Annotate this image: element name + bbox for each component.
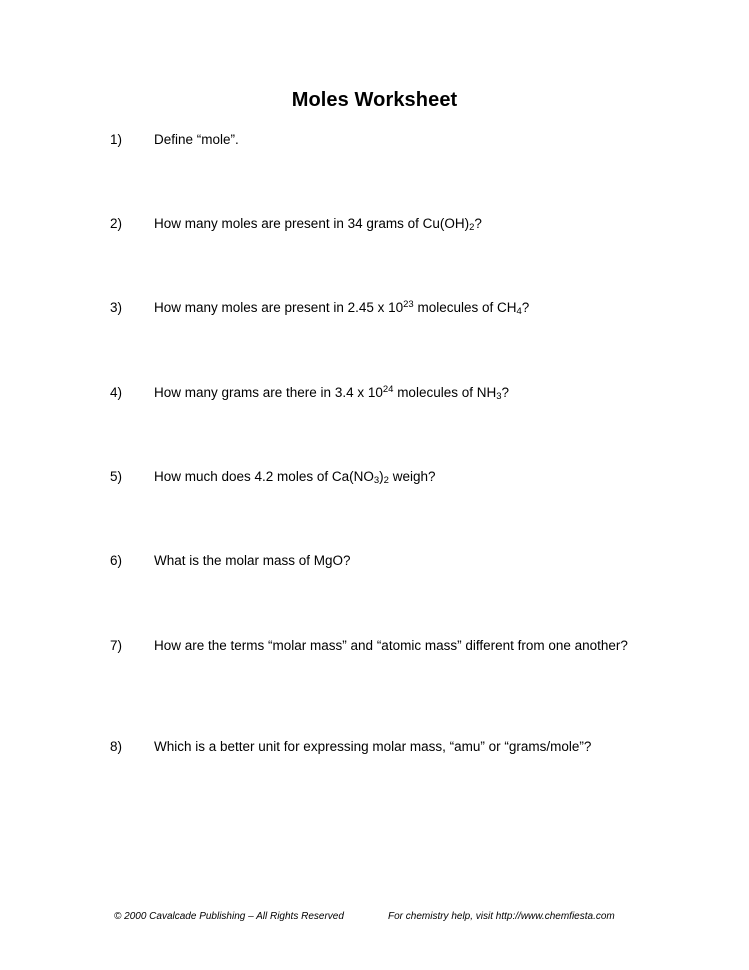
subscript: 2 xyxy=(383,475,389,486)
copyright-notice: © 2000 Cavalcade Publishing – All Rights Reserved xyxy=(114,911,344,922)
question-text: How many moles are present in 2.45 x $10^{23}$ molecules of $CH_4$? xyxy=(154,299,530,317)
superscript: 24 xyxy=(382,384,394,395)
subscript: 3 xyxy=(373,475,380,486)
question-number: 5) xyxy=(110,469,123,484)
superscript: 23 xyxy=(403,299,414,310)
question-text: Which is a better unit for expressing molar mass, “amu” or “grams/mole”? xyxy=(154,739,592,754)
question-number: 7) xyxy=(110,638,123,653)
question-number: 4) xyxy=(110,385,123,400)
subscript: 3 xyxy=(496,391,502,402)
subscript: 4 xyxy=(516,306,522,317)
question-number: 1) xyxy=(110,132,123,147)
question-number: 8) xyxy=(110,739,123,754)
question-number: 6) xyxy=(110,553,123,568)
question-number: 2) xyxy=(110,216,123,231)
question-text: How many moles are present in 34 grams of $Cu(OH)_2$? xyxy=(154,216,482,233)
question-number: 3) xyxy=(110,300,123,315)
page-title: Moles Worksheet xyxy=(291,89,458,111)
subscript: 2 xyxy=(469,222,475,233)
question-text: How much does 4.2 moles of $Ca(NO_3)_2$ weigh? xyxy=(154,469,436,486)
question-text: Define “mole”. xyxy=(154,132,239,147)
question-text: How are the terms “molar mass” and “atomic mass” different from one another? xyxy=(154,638,628,653)
chemistry-help-link-text: For chemistry help, visit http://www.chemfiesta.com xyxy=(388,911,615,922)
question-text: How many grams are there in 3.4 x $10^{24}$ molecules of $NH_3$? xyxy=(154,384,510,402)
question-text: What is the molar mass of MgO? xyxy=(154,553,351,568)
